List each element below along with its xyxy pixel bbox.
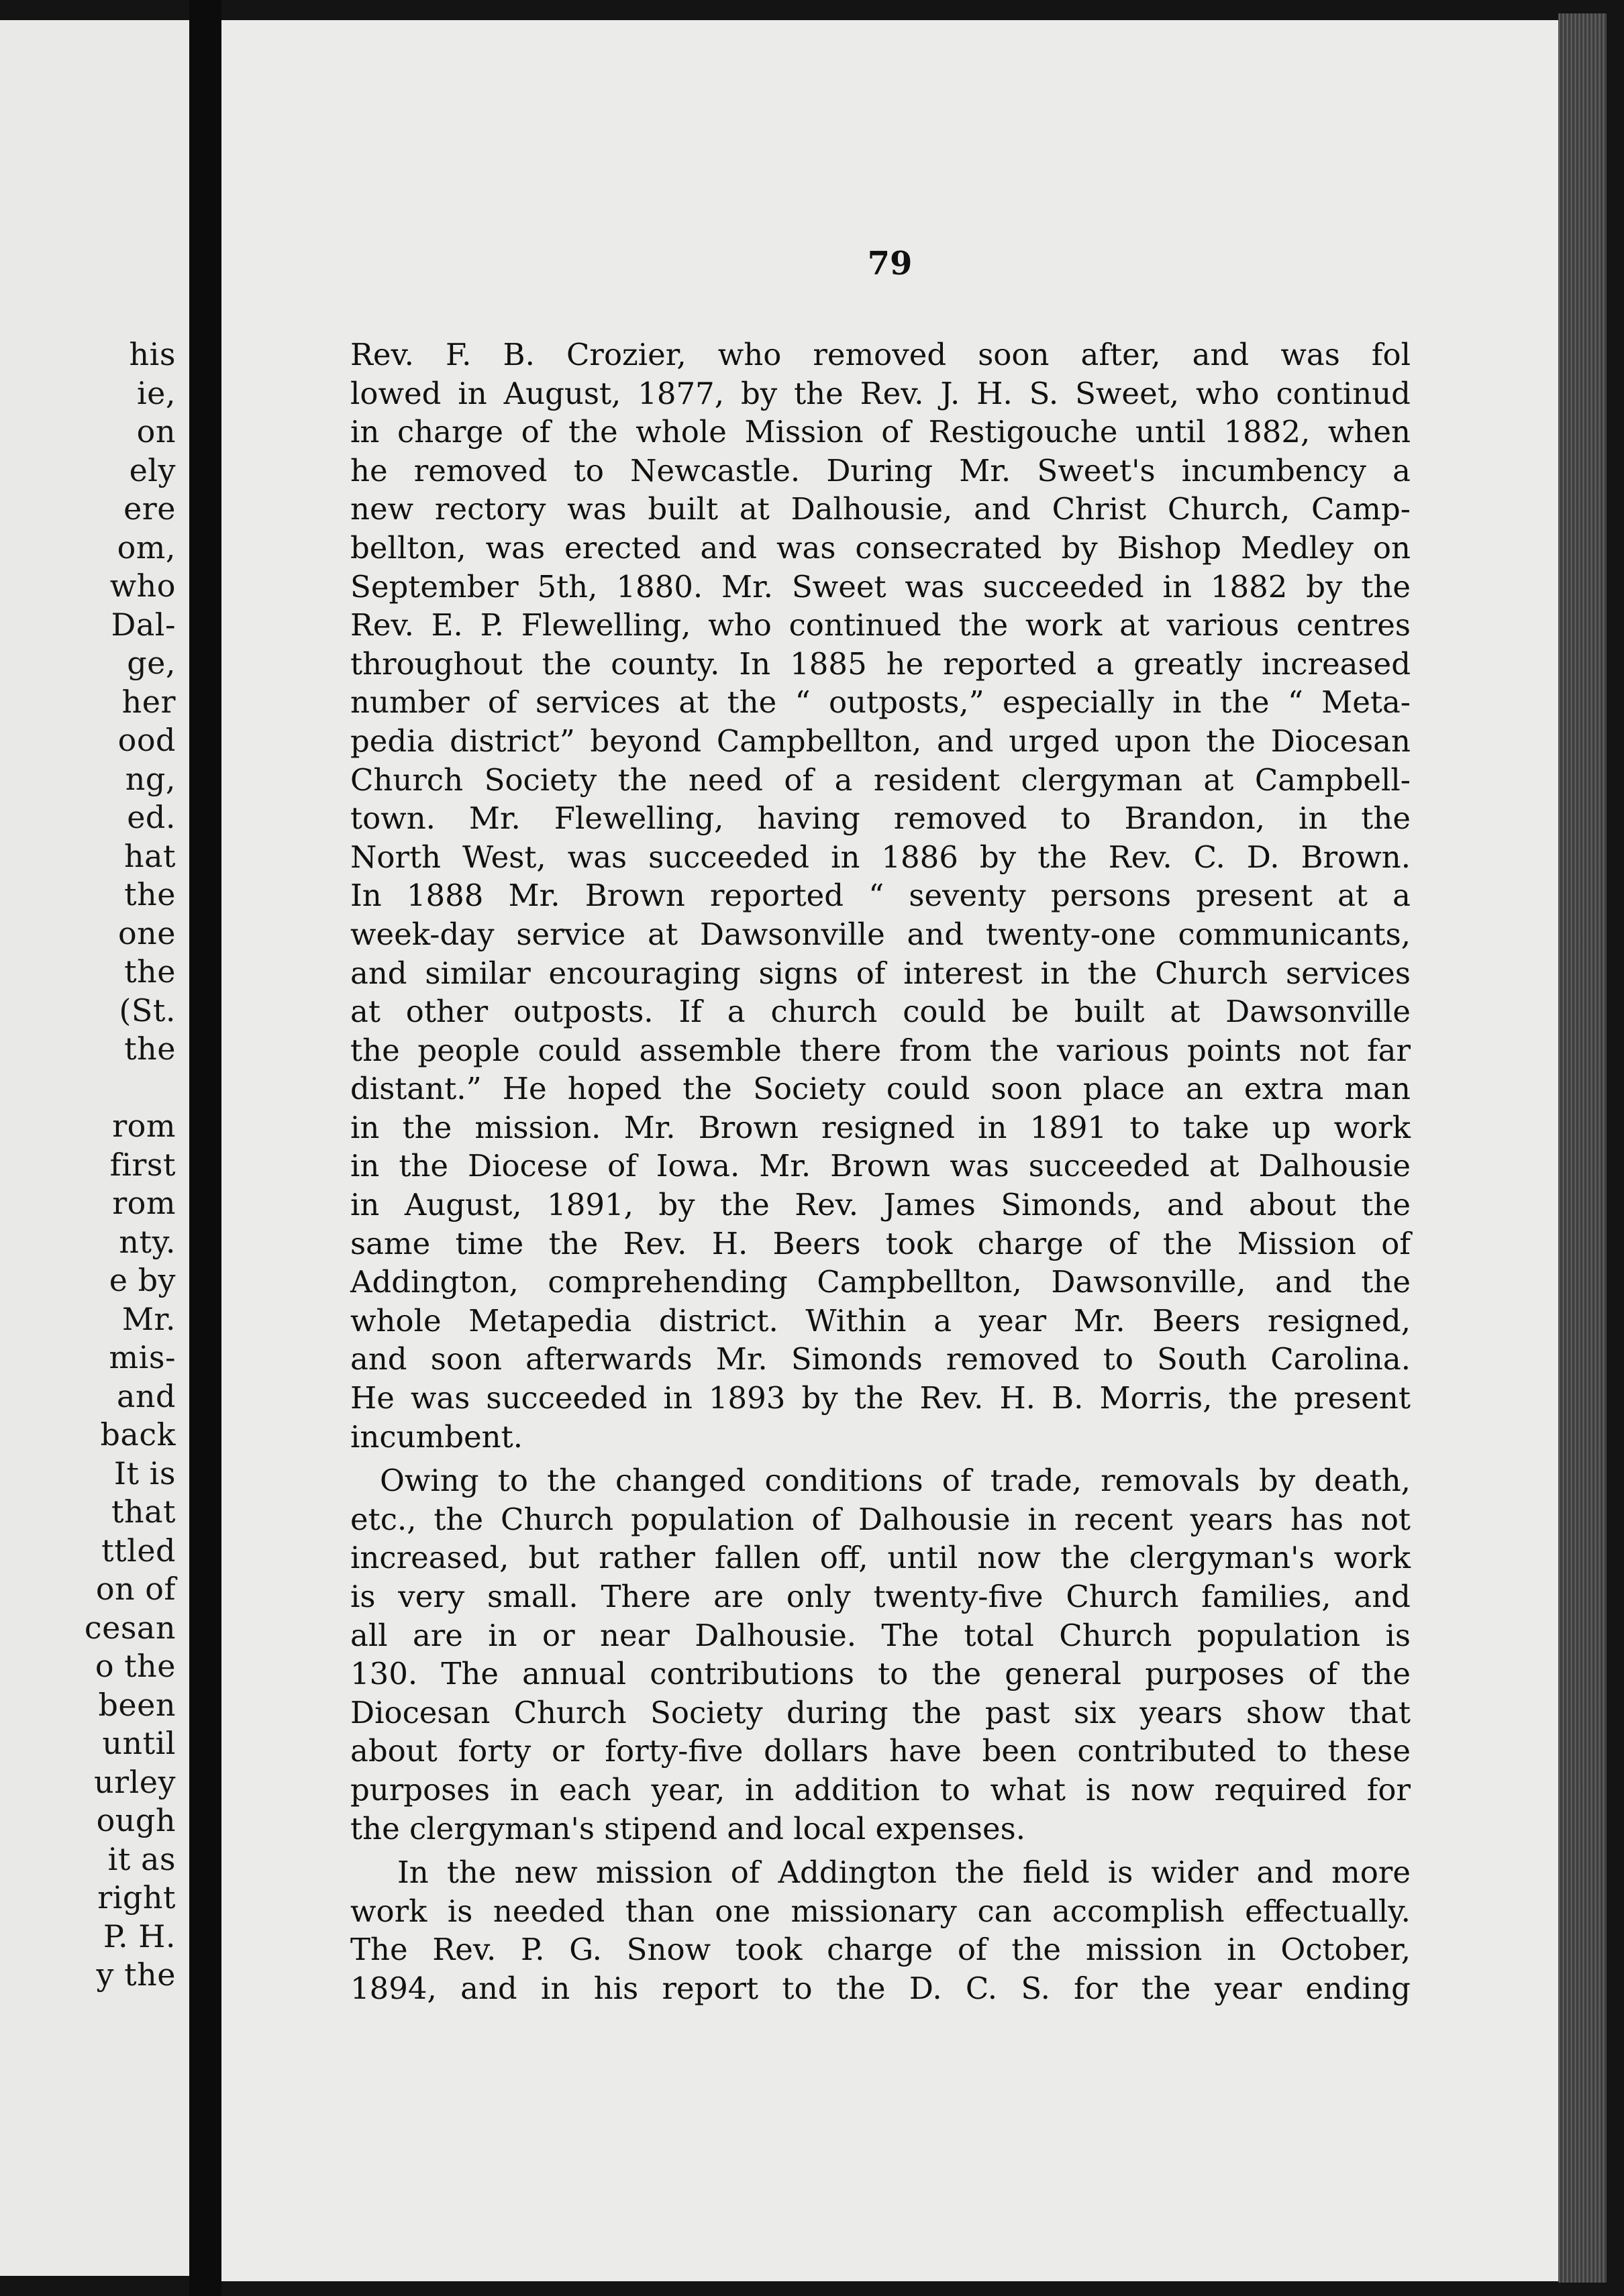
text-line: the clergyman's stipend and local expenses. bbox=[350, 1810, 1025, 1846]
text-line: lowed in August, 1877, by the Rev. J. H. S. Sweet, who continud bbox=[350, 375, 1411, 411]
text-line: incumbent. bbox=[350, 1418, 523, 1455]
text-line: etc., the Church population of Dalhousie in recent years has not bbox=[350, 1501, 1411, 1537]
text-line: same time the Rev. H. Beers took charge of the Mission of bbox=[350, 1225, 1411, 1261]
text-line: and soon afterwards Mr. Simonds removed to South Carolina. bbox=[350, 1341, 1411, 1377]
left-page-line: ed. bbox=[127, 799, 176, 835]
left-page-line: mis- bbox=[109, 1339, 176, 1375]
text-line: Addington, comprehending Campbellton, Dawsonville, and the bbox=[350, 1264, 1411, 1300]
paragraph bbox=[350, 335, 1411, 1456]
left-page-line: rom bbox=[112, 1108, 176, 1144]
left-page-line: ttled bbox=[101, 1532, 176, 1569]
text-line: at other outposts. If a church could be built at Dawsonville bbox=[350, 994, 1411, 1030]
left-page-line: rom bbox=[112, 1185, 176, 1221]
left-page-line: one bbox=[117, 915, 176, 951]
left-page-text-column bbox=[1, 335, 176, 1995]
text-line: he removed to Newcastle. During Mr. Sweet's incumbency a bbox=[350, 452, 1411, 488]
left-page-line: ood bbox=[117, 722, 176, 758]
left-page-line: back bbox=[100, 1416, 176, 1453]
text-line: new rectory was built at Dalhousie, and Christ Church, Camp- bbox=[350, 491, 1411, 527]
left-page-line: P. H. bbox=[103, 1918, 176, 1954]
left-page-line: om, bbox=[117, 529, 176, 566]
text-line: The Rev. P. G. Snow took charge of the mission in October, bbox=[350, 1932, 1411, 1968]
text-line: Rev. F. B. Crozier, who removed soon after, and was fol bbox=[350, 337, 1411, 372]
left-page-line: It is bbox=[113, 1455, 176, 1492]
text-line: in August, 1891, by the Rev. James Simonds, and about the bbox=[350, 1187, 1411, 1223]
left-page-line bbox=[1, 1069, 176, 1108]
text-line: about forty or forty-five dollars have been contributed to these bbox=[350, 1733, 1411, 1769]
left-page-line: urley bbox=[93, 1763, 176, 1800]
left-page-line: on of bbox=[95, 1571, 176, 1607]
left-page-line: that bbox=[111, 1494, 176, 1530]
text-line: throughout the county. In 1885 he reported a greatly increased bbox=[350, 645, 1411, 682]
left-page-line: on bbox=[136, 413, 176, 450]
text-line: whole Metapedia district. Within a year Mr. Beers resigned, bbox=[350, 1302, 1411, 1339]
left-page-line: ely bbox=[129, 452, 176, 488]
left-page-line: until bbox=[102, 1725, 176, 1761]
left-page-line: nty. bbox=[119, 1223, 176, 1260]
text-line: bellton, was erected and was consecrated by Bishop Medley on bbox=[350, 529, 1411, 566]
left-page-line: ie, bbox=[136, 374, 176, 411]
left-page-line: cesan bbox=[84, 1609, 176, 1646]
text-line: Rev. E. P. Flewelling, who continued the work at various centres bbox=[350, 607, 1411, 643]
left-page-line: (St. bbox=[119, 992, 176, 1029]
left-page-line: the bbox=[124, 876, 176, 912]
text-line: in the Diocese of Iowa. Mr. Brown was succeeded at Dalhousie bbox=[350, 1148, 1411, 1184]
text-line: September 5th, 1880. Mr. Sweet was succeeded in 1882 by the bbox=[350, 568, 1411, 605]
page-edges bbox=[1558, 13, 1607, 2283]
left-page-line: Mr. bbox=[121, 1300, 176, 1337]
left-page-line: his bbox=[129, 336, 176, 372]
left-page-line: Dal- bbox=[111, 606, 176, 643]
text-line: increased, but rather fallen off, until now the clergyman's work bbox=[350, 1540, 1411, 1576]
text-line: work is needed than one missionary can accomplish effectually. bbox=[350, 1893, 1411, 1929]
left-page-line: it as bbox=[107, 1840, 176, 1877]
paragraph bbox=[350, 1853, 1411, 2007]
text-line: is very small. There are only twenty-five Church families, and bbox=[350, 1579, 1411, 1614]
text-line: purposes in each year, in addition to what is now required for bbox=[350, 1771, 1411, 1808]
text-line: and similar encouraging signs of interest in the Church services bbox=[350, 955, 1411, 991]
body-text bbox=[350, 335, 1411, 2014]
text-line: town. Mr. Flewelling, having removed to Brandon, in the bbox=[350, 800, 1411, 837]
left-page-line: right bbox=[97, 1879, 176, 1916]
page-number: 79 bbox=[867, 245, 913, 282]
text-line: number of services at the “ outposts,” especially in the “ Meta- bbox=[350, 684, 1411, 721]
left-page-line: been bbox=[98, 1686, 176, 1723]
left-page-line: o the bbox=[95, 1648, 176, 1684]
left-page-line: ge, bbox=[127, 645, 176, 681]
left-page-line: the bbox=[124, 1031, 176, 1067]
text-line: the people could assemble there from the various points not far bbox=[350, 1032, 1411, 1068]
book-gutter bbox=[189, 0, 221, 2296]
left-page-line: who bbox=[109, 568, 176, 604]
text-line: He was succeeded in 1893 by the Rev. H. B. Morris, the present bbox=[350, 1380, 1411, 1416]
left-page-line: y the bbox=[96, 1956, 176, 1993]
left-page-line: e by bbox=[109, 1262, 176, 1298]
left-page-line: ere bbox=[123, 490, 176, 527]
left-page-line: ough bbox=[96, 1802, 176, 1838]
text-line: distant.” He hoped the Society could soon place an extra man bbox=[350, 1071, 1411, 1107]
text-line: week-day service at Dawsonville and twenty-one communicants, bbox=[350, 916, 1411, 952]
paragraph bbox=[350, 1461, 1411, 1848]
text-line: North West, was succeeded in 1886 by the Rev. C. D. Brown. bbox=[350, 839, 1411, 875]
left-page-line: ng, bbox=[125, 760, 176, 797]
text-line: Church Society the need of a resident clergyman at Campbell- bbox=[350, 762, 1411, 798]
left-page-line: the bbox=[124, 953, 176, 990]
text-line: In 1888 Mr. Brown reported “ seventy persons present at a bbox=[350, 878, 1411, 914]
text-line: Diocesan Church Society during the past six years show that bbox=[350, 1694, 1411, 1730]
text-line: in charge of the whole Mission of Restigouche until 1882, when bbox=[350, 414, 1411, 450]
text-line: Owing to the changed conditions of trade, removals by death, bbox=[380, 1463, 1411, 1499]
left-page-line: her bbox=[121, 683, 176, 720]
right-page bbox=[221, 20, 1558, 2281]
text-line: in the mission. Mr. Brown resigned in 1891 to take up work bbox=[350, 1109, 1411, 1145]
left-page-line: and bbox=[117, 1377, 176, 1414]
left-page-line: hat bbox=[123, 837, 176, 874]
text-line: In the new mission of Addington the field is wider and more bbox=[397, 1855, 1411, 1891]
text-line: pedia district” beyond Campbellton, and urged upon the Diocesan bbox=[350, 723, 1411, 759]
left-page-fragment bbox=[0, 20, 189, 2276]
text-line: 1894, and in his report to the D. C. S. for the year ending bbox=[350, 1970, 1411, 2006]
left-page-line: first bbox=[109, 1146, 176, 1183]
text-line: 130. The annual contributions to the general purposes of the bbox=[350, 1656, 1411, 1692]
text-line: all are in or near Dalhousie. The total Church population is bbox=[350, 1617, 1411, 1653]
